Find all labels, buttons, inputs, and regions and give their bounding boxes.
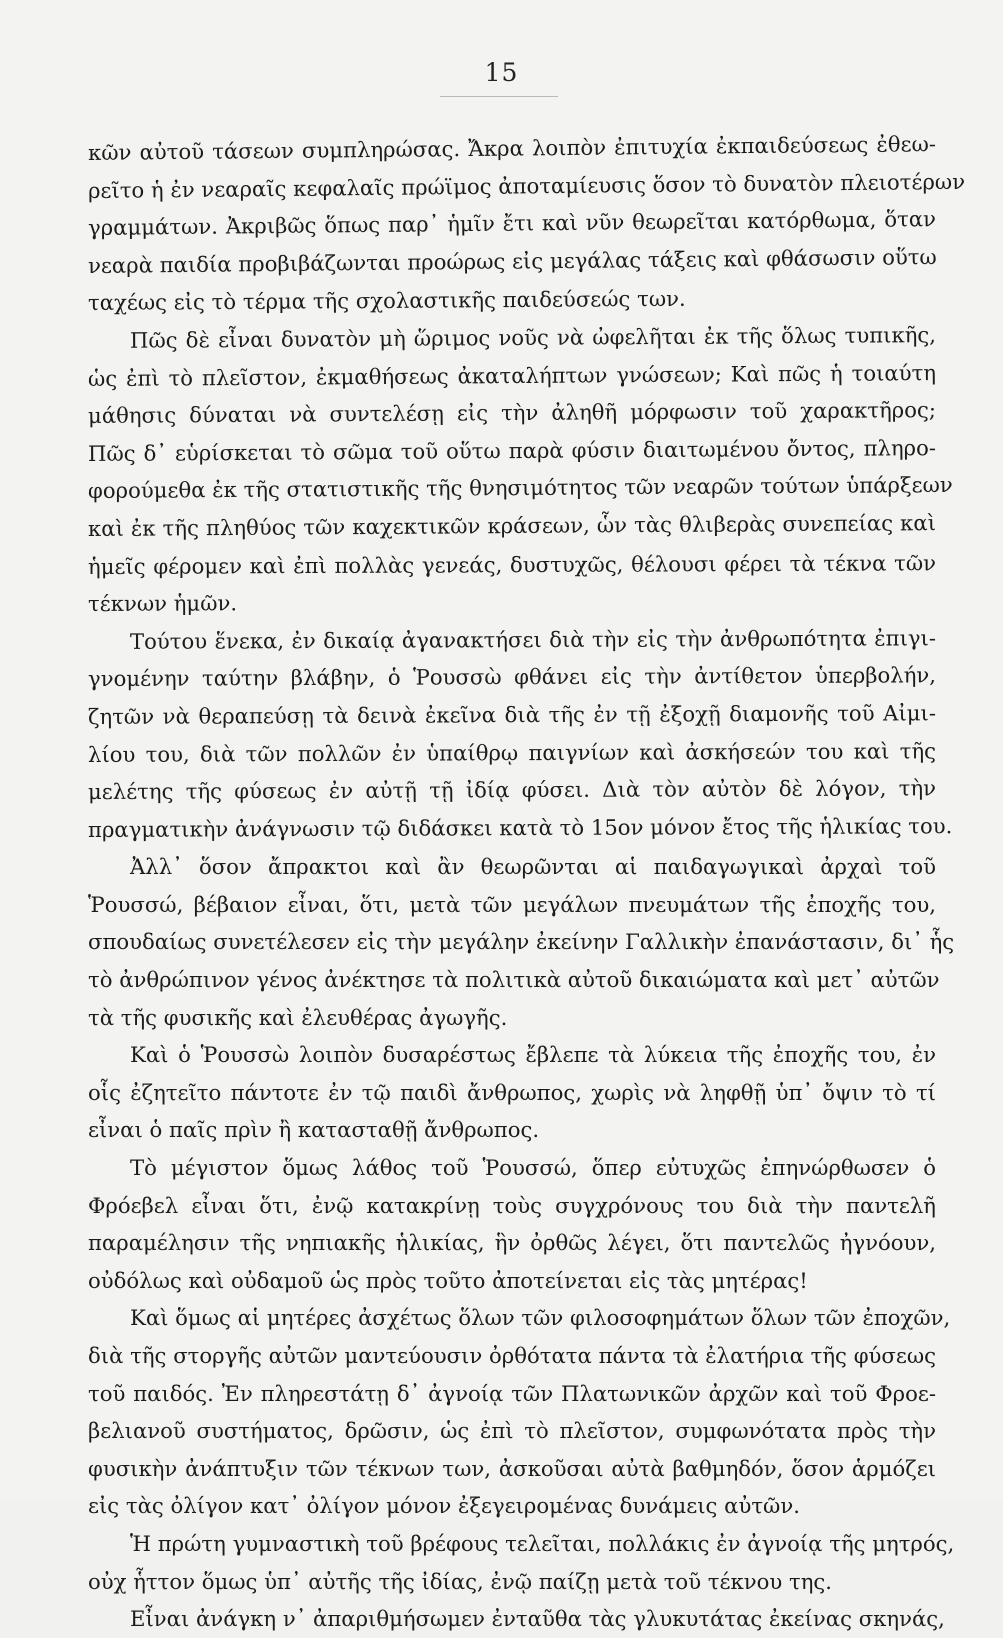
text-line: κῶν αὐτοῦ τάσεων συμπληρώσας. Ἄκρα λοιπὸν ἐπιτυχία ἐκπαιδεύσεως ἐθεω- <box>87 131 937 165</box>
text-line: γραμμάτων. Ἀκριβῶς ὅπως παρ᾽ ἡμῖν ἔτι καὶ νῦν θεωρεῖται κατόρθωμα, ὅταν <box>87 206 937 241</box>
paragraph-start: Ἀλλ᾽ ὅσον ἄπρακτοι καὶ ἂν θεωρῶνται αἱ παιδαγωγικαὶ ἀρχαὶ τοῦ <box>130 854 936 880</box>
text-line: παραμέλησιν τῆς νηπιακῆς ἡλικίας, ἣν ὀρθῶς λέγει, ὅτι παντελῶς ἠγνόουν, <box>88 1230 936 1256</box>
text-line: φορούμεθα ἐκ τῆς στατιστικῆς τῆς θνησιμότητος τῶν νεαρῶν τούτων ὑπάρξεων <box>87 472 953 504</box>
paragraph-start: Τὸ μέγιστον ὅμως λάθος τοῦ Ῥουσσώ, ὅπερ εὐτυχῶς ἐπηνώρθωσεν ὁ <box>130 1155 936 1181</box>
paragraph-start: Καὶ ὁ Ῥουσσὼ λοιπὸν δυσαρέστως ἔβλεπε τὰ λύκεια τῆς ἐποχῆς του, ἐν <box>130 1042 936 1068</box>
text-line: γνομένην ταύτην βλάβην, ὁ Ῥουσσὼ φθάνει εἰς τὴν ἀντίθετον ὑπερβολήν, <box>87 662 937 692</box>
page-number: 15 <box>484 58 519 87</box>
text-line: ρεῖτο ἡ ἐν νεαραῖς κεφαλαῖς πρώϊμος ἀποταμίευσις ὅσον τὸ δυνατὸν πλειοτέρων <box>87 168 966 203</box>
text-line: ὡς ἐπὶ τὸ πλεῖστον, ἐκμαθήσεως ἀκαταλήπτων γνώσεων; Καὶ πῶς ἡ τοιαύτη <box>87 359 937 391</box>
text-line: φυσικὴν ἀνάπτυξιν τῶν τέκνων των, ἀσκοῦσαι αὐτὰ βαθμηδόν, ὅσον ἁρμόζει <box>88 1455 936 1481</box>
text-line: οὐχ ἧττον ὅμως ὑπ᾽ αὐτῆς τῆς ἰδίας, ἐνῷ παίζῃ μετὰ τοῦ τέκνου της. <box>88 1568 833 1594</box>
text-line: ἡμεῖς φέρομεν καὶ ἐπὶ πολλὰς γενεάς, δυστυχῶς, θέλουσι φέρει τὰ τέκνα τῶν <box>87 549 937 579</box>
text-line: Ῥουσσώ, βέβαιον εἶναι, ὅτι, μετὰ τῶν μεγάλων πνευμάτων τῆς ἐποχῆς του, <box>88 891 936 917</box>
text-line: τὸ ἀνθρώπινον γένος ἀνέκτησε τὰ πολιτικὰ αὐτοῦ δικαιώματα καὶ μετ᾽ αὐτῶν <box>88 967 940 993</box>
text-line: διὰ τῆς στοργῆς αὐτῶν μαντεύουσιν ὀρθότατα πάντα τὰ ἐλατήρια τῆς φύσεως <box>88 1343 936 1368</box>
text-line: ταχέως εἰς τὸ τέρμα τῆς σχολαστικῆς παιδεύσεώς των. <box>87 286 686 316</box>
text-line: ζητῶν νὰ θεραπεύσῃ τὰ δεινὰ ἐκεῖνα διὰ τῆς ἐν τῇ ἐξοχῇ διαμονῆς τοῦ Αἰμι- <box>87 700 937 729</box>
text-line: νεαρὰ παιδία προβιβάζωνται προώρως εἰς μεγάλας τάξεις καὶ φθάσωσιν οὕτω <box>87 243 937 278</box>
body-text <box>87 131 966 1638</box>
text-line: οὐδόλως καὶ οὐδαμοῦ ὡς πρὸς τοῦτο ἀποτείνεται εἰς τὰς μητέρας! <box>88 1267 808 1293</box>
paragraph-start: Τούτου ἕνεκα, ἐν δικαίᾳ ἀγανακτήσει διὰ τὴν εἰς τὴν ἀνθρωπότητα ἐπιγι- <box>129 625 937 654</box>
text-line: λίου του, διὰ τῶν πολλῶν ἐν ὑπαίθρῳ παιγνίων καὶ ἀσκήσεών του καὶ τῆς <box>87 737 937 767</box>
text-line: Φρόεβελ εἶναι ὅτι, ἐνῷ κατακρίνῃ τοὺς συγχρόνους του διὰ τὴν παντελῆ <box>88 1192 936 1218</box>
text-line: τέκνων ἡμῶν. <box>87 590 238 617</box>
text-line: μελέτης τῆς φύσεως ἐν αὐτῇ τῇ ἰδίᾳ φύσει. Διὰ τὸν αὐτὸν δὲ λόγον, τὴν <box>87 775 937 805</box>
text-line: βελιανοῦ συστήματος, δρῶσιν, ὡς ἐπὶ τὸ πλεῖστον, συμφωνότατα πρὸς τὴν <box>88 1418 936 1444</box>
text-line: εἰς τὰς ὀλίγον κατ᾽ ὀλίγον μόνον ἐξεγειρομένας δυνάμεις αὐτῶν. <box>88 1493 800 1519</box>
paragraph-start: Εἶναι ἀνάγκη ν᾽ ἀπαριθμήσωμεν ἐνταῦθα τὰς γλυκυτάτας ἐκείνας σκηνάς, <box>130 1606 945 1632</box>
text-line: οἷς ἐζητεῖτο πάντοτε ἐν τῷ παιδὶ ἄνθρωπος, χωρὶς νὰ ληφθῇ ὑπ᾽ ὄψιν τὸ τί <box>88 1079 936 1105</box>
paragraph-start: Καὶ ὅμως αἱ μητέρες ἀσχέτως ὅλων τῶν φιλοσοφημάτων ὅλων τῶν ἐποχῶν, <box>130 1305 951 1331</box>
paragraph-start: Πῶς δὲ εἶναι δυνατὸν μὴ ὥριμος νοῦς νὰ ὠφελῆται ἐκ τῆς ὅλως τυπικῆς, <box>129 322 937 353</box>
text-line: πραγματικὴν ἀνάγνωσιν τῷ διδάσκει κατὰ τὸ 15ον μόνον ἔτος τῆς ἡλικίας του. <box>87 812 953 842</box>
text-line: καὶ ἐκ τῆς πληθύος τῶν καχεκτικῶν κράσεων, ὧν τὰς θλιβερὰς συνεπείας καὶ <box>87 510 937 541</box>
text-line: Πῶς δ᾽ εὑρίσκεται τὸ σῶμα τοῦ οὕτω παρὰ φύσιν διαιτωμένου ὄντος, πληρο- <box>87 434 937 466</box>
paragraph-start: Ἡ πρώτη γυμναστικὴ τοῦ βρέφους τελεῖται, πολλάκις ἐν ἀγνοίᾳ τῆς μητρός, <box>130 1530 955 1556</box>
text-line: τὰ τῆς φυσικῆς καὶ ἐλευθέρας ἀγωγῆς. <box>88 1004 508 1030</box>
header-rule <box>440 96 558 97</box>
text-line: μάθησις δύναται νὰ συντελέσῃ εἰς τὴν ἀληθῆ μόρφωσιν τοῦ χαρακτῆρος; <box>87 397 937 429</box>
text-line: σπουδαίως συνετέλεσεν εἰς τὴν μεγάλην ἐκείνην Γαλλικὴν ἐπανάστασιν, δι᾽ ἧς <box>88 929 955 955</box>
text-line: τοῦ παιδός. Ἐν πληρεστάτῃ δ᾽ ἀγνοίᾳ τῶν Πλατωνικῶν ἀρχῶν καὶ τοῦ Φροε- <box>88 1380 936 1406</box>
text-line: εἶναι ὁ παῖς πρὶν ἢ κατασταθῇ ἄνθρωπος. <box>88 1117 540 1143</box>
